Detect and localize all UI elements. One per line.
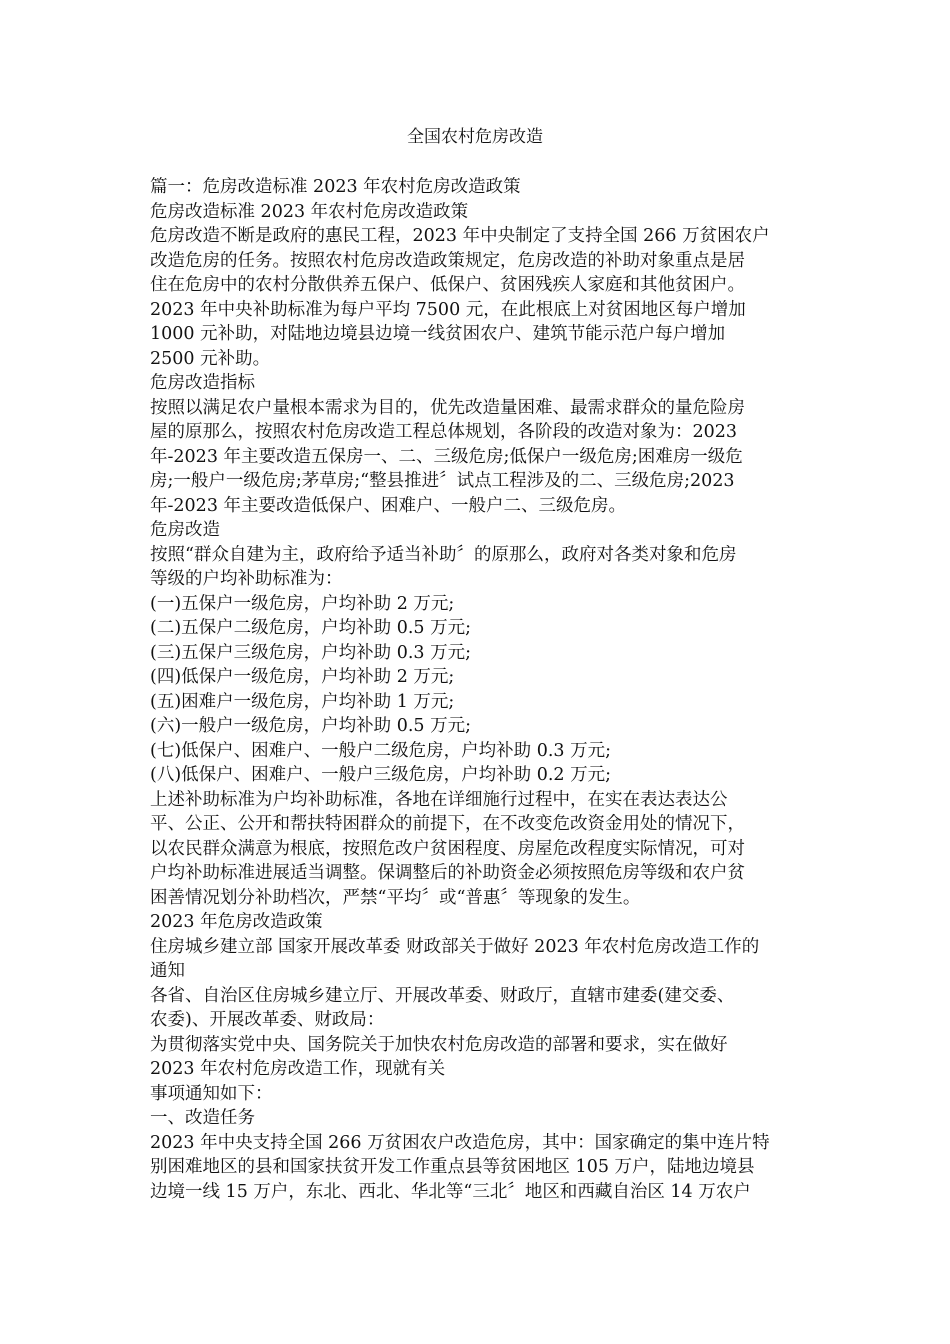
text-line: (四)低保户一级危房，户均补助 2 万元; xyxy=(150,667,455,687)
text-line: 危房改造不断是政府的惠民工程，2023 年中央制定了支持全国 266 万贫困农户 xyxy=(150,226,770,246)
text-line: 各省、自治区住房城乡建立厅、开展改革委、财政厅，直辖市建委(建交委、 xyxy=(150,985,735,1006)
text-line: 住在危房中的农村分散供养五保户、低保户、贫困残疾人家庭和其他贫困户。 xyxy=(150,275,745,295)
text-line: 事项通知如下： xyxy=(150,1083,273,1104)
text-line: 户均补助标准进展适当调整。保调整后的补助资金必须按照危房等级和农户贫 xyxy=(150,863,745,883)
text-line: 住房城乡建立部 国家开展改革委 财政部关于做好 2023 年农村危房改造工作的 xyxy=(150,936,760,957)
text-line: 2500 元补助。 xyxy=(150,348,271,369)
text-line: 1000 元补助，对陆地边境县边境一线贫困农户、建筑节能示范户每户增加 xyxy=(150,324,726,344)
document-title: 全国农村危房改造 xyxy=(407,127,543,147)
text-line: 平、公正、公开和帮扶特困群众的前提下，在不改变危改资金用处的情况下， xyxy=(150,814,745,834)
text-line: (三)五保户三级危房，户均补助 0.3 万元; xyxy=(150,642,472,663)
document-body xyxy=(150,175,810,1204)
text-line: 边境一线 15 万户，东北、西北、华北等“三北〞地区和西藏自治区 14 万农户 xyxy=(150,1181,751,1202)
text-line: 屋的原那么，按照农村危房改造工程总体规划，各阶段的改造对象为：2023 xyxy=(150,422,738,442)
text-line: (一)五保户一级危房，户均补助 2 万元; xyxy=(150,593,455,614)
text-line: 以农民群众满意为根底，按照危改户贫困程度、房屋危改程度实际情况，可对 xyxy=(150,838,745,859)
text-line: 困善情况划分补助档次，严禁“平均〞或“普惠〞等现象的发生。 xyxy=(150,887,641,908)
text-line: 危房改造指标 xyxy=(150,373,255,393)
text-line: 篇一：危房改造标准 2023 年农村危房改造政策 xyxy=(150,177,521,197)
text-line: 通知 xyxy=(150,961,185,981)
text-line: 年-2023 年主要改造五保房一、二、三级危房;低保户一级危房;困难房一级危 xyxy=(150,446,743,467)
text-line: 房;一般户一级危房;茅草房;“整县推进〞试点工程涉及的二、三级危房;2023 xyxy=(150,471,735,491)
text-line: 年-2023 年主要改造低保户、困难户、一般户二、三级危房。 xyxy=(150,495,627,516)
text-line: 危房改造 xyxy=(150,520,220,540)
text-line: 等级的户均补助标准为： xyxy=(150,569,343,589)
text-line: 为贯彻落实党中央、国务院关于加快农村危房改造的部署和要求，实在做好 xyxy=(150,1034,728,1055)
text-line: (八)低保户、困难户、一般户三级危房，户均补助 0.2 万元; xyxy=(150,765,612,785)
text-line: 危房改造标准 2023 年农村危房改造政策 xyxy=(150,201,469,222)
text-line: 2023 年农村危房改造工作，现就有关 xyxy=(150,1059,446,1079)
text-line: 上述补助标准为户均补助标准，各地在详细施行过程中，在实在表达表达公 xyxy=(150,789,728,810)
text-line: 2023 年中央支持全国 266 万贫困农户改造危房，其中：国家确定的集中连片特 xyxy=(150,1132,770,1153)
text-line: (五)困难户一级危房，户均补助 1 万元; xyxy=(150,691,455,712)
text-line: (二)五保户二级危房，户均补助 0.5 万元; xyxy=(150,618,472,638)
text-line: 改造危房的任务。按照农村危房改造政策规定，危房改造的补助对象重点是居 xyxy=(150,250,745,271)
text-line: 一、改造任务 xyxy=(150,1108,255,1128)
text-line: 别困难地区的县和国家扶贫开发工作重点县等贫困地区 105 万户，陆地边境县 xyxy=(150,1157,755,1177)
text-line: 按照以满足农户量根本需求为目的，优先改造量困难、最需求群众的量危险房 xyxy=(150,397,745,418)
text-line: 2023 年危房改造政策 xyxy=(150,912,323,932)
text-line: 农委)、开展改革委、财政局： xyxy=(150,1010,385,1030)
text-line: 2023 年中央补助标准为每户平均 7500 元，在此根底上对贫困地区每户增加 xyxy=(150,299,746,320)
text-line: (七)低保户、困难户、一般户二级危房，户均补助 0.3 万元; xyxy=(150,740,612,761)
text-line: 按照“群众自建为主，政府给予适当补助〞的原那么，政府对各类对象和危房 xyxy=(150,544,737,565)
text-line: (六)一般户一级危房，户均补助 0.5 万元; xyxy=(150,716,472,736)
